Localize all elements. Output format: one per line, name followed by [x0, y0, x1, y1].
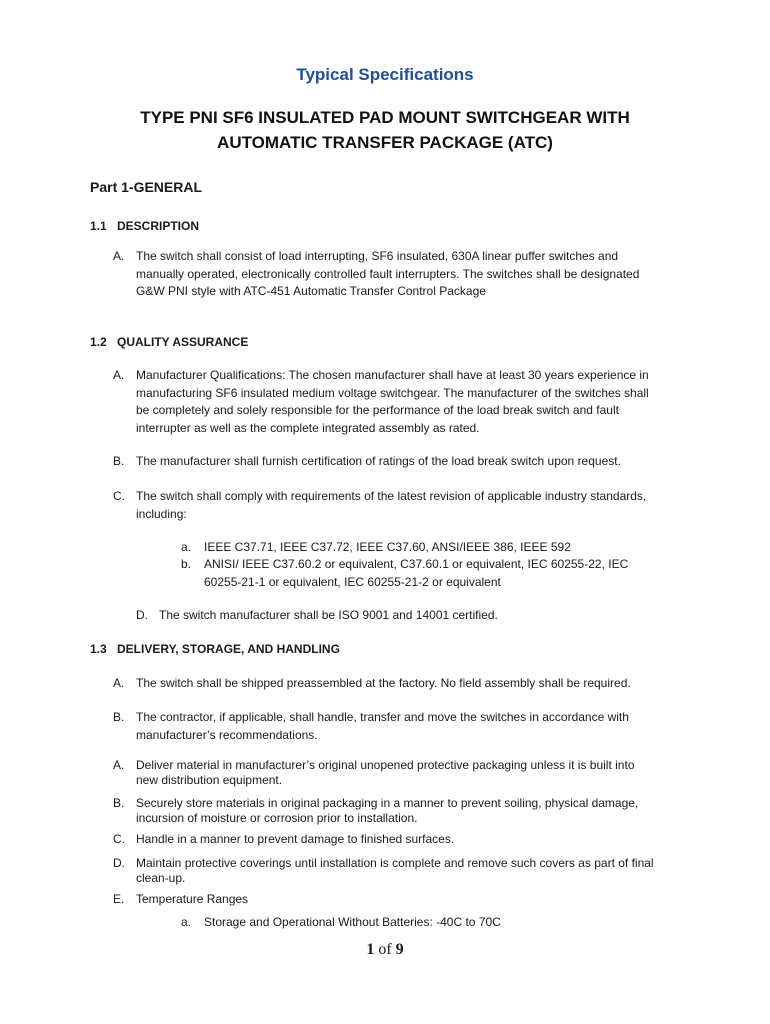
text-line: manually operated, electronically controlled fault interrupters. The switches shall be designated [136, 266, 640, 281]
item-text [136, 453, 696, 471]
item-text [136, 892, 696, 907]
item-label: C. [113, 832, 125, 846]
sub-item-label: a. [181, 915, 192, 929]
text-line: Temperature Ranges [136, 892, 249, 906]
text-line: manufacturer’s recommendations. [136, 727, 318, 742]
text-line: Deliver material in manufacturer’s original unopened protective packaging unless it is built into [136, 758, 635, 772]
text-line: incursion of moisture or corrosion prior to installation. [136, 810, 418, 825]
text-line: new distribution equipment. [136, 772, 283, 787]
section-number: 1.3 [90, 642, 107, 656]
item-text [136, 248, 696, 301]
section-number: 1.2 [90, 335, 107, 349]
item-label: A. [113, 368, 125, 382]
item-text [136, 488, 696, 523]
item-text [136, 675, 696, 693]
sub-item-text [204, 539, 674, 557]
text-line: Maintain protective coverings until installation is complete and remove such covers as part of final [136, 856, 654, 870]
doc-heading-line1: TYPE PNI SF6 INSULATED PAD MOUNT SWITCHGEAR WITH [140, 108, 630, 127]
text-line: The manufacturer shall furnish certification of ratings of the load break switch upon request. [136, 454, 621, 468]
text-line: manufacturing SF6 insulated medium voltage switchgear. The manufacturer of the switches shall [136, 385, 649, 400]
item-text [136, 796, 696, 825]
page-total: 9 [395, 941, 404, 958]
sub-item-text [204, 556, 674, 591]
item-label: A. [113, 758, 125, 772]
item-label: B. [113, 796, 125, 810]
item-text [136, 758, 696, 787]
item-label: E. [113, 892, 125, 906]
item-text [159, 607, 719, 625]
doc-title: Typical Specifications [296, 65, 474, 84]
part-heading: Part 1-GENERAL [90, 179, 203, 195]
section-1-3-heading [90, 642, 340, 656]
item-label: D. [136, 608, 148, 622]
text-line: IEEE C37.71, IEEE C37.72, IEEE C37.60, ANSI/IEEE 386, IEEE 592 [204, 540, 571, 554]
text-line: 60255-21-1 or equivalent, IEC 60255-21-2 or equivalent [204, 574, 501, 589]
section-1-1-heading [90, 219, 199, 233]
item-label: B. [113, 454, 125, 468]
text-line: G&W PNI style with ATC-451 Automatic Transfer Control Package [136, 284, 486, 298]
page-footer [0, 941, 770, 959]
text-line: Securely store materials in original packaging in a manner to prevent soiling, physical damage, [136, 796, 639, 810]
page-of: of [378, 941, 392, 958]
sub-item-label: a. [181, 540, 192, 554]
section-number: 1.1 [90, 219, 107, 233]
section-title: DESCRIPTION [117, 219, 200, 233]
text-line: The switch shall consist of load interrupting, SF6 insulated, 630A linear puffer switches and [136, 249, 619, 263]
text-line: Handle in a manner to prevent damage to finished surfaces. [136, 832, 455, 846]
text-line: The switch shall be shipped preassembled at the factory. No field assembly shall be required. [136, 676, 631, 690]
text-line: Storage and Operational Without Batteries: -40C to 70C [204, 915, 501, 929]
section-title: QUALITY ASSURANCE [117, 335, 249, 349]
text-line: clean-up. [136, 870, 186, 885]
text-line: be completely and solely responsible for the performance of the load break switch and fault [136, 403, 619, 417]
text-line: Manufacturer Qualifications: The chosen manufacturer shall have at least 30 years experience in [136, 368, 649, 382]
item-label: C. [113, 489, 125, 503]
item-text [136, 856, 696, 885]
text-line: The switch shall comply with requirements of the latest revision of applicable industry standards, [136, 489, 647, 503]
item-text [136, 367, 696, 437]
sub-item-text [204, 914, 674, 932]
text-line: The contractor, if applicable, shall handle, transfer and move the switches in accordance with [136, 710, 629, 724]
section-1-2-heading [90, 335, 248, 349]
text-line: including: [136, 506, 187, 521]
section-title: DELIVERY, STORAGE, AND HANDLING [117, 642, 340, 656]
text-line: ANISI/ IEEE C37.60.2 or equivalent, C37.60.1 or equivalent, IEC 60255-22, IEC [204, 557, 629, 571]
item-text [136, 709, 696, 744]
item-text [136, 832, 696, 847]
page-number: 1 [366, 941, 375, 958]
sub-item-label: b. [181, 557, 192, 571]
item-label: B. [113, 710, 125, 724]
item-label: A. [113, 249, 125, 263]
item-label: D. [113, 856, 125, 870]
doc-heading-line2: AUTOMATIC TRANSFER PACKAGE (ATC) [217, 133, 553, 152]
text-line: interrupter as well as the complete integrated assembly as rated. [136, 420, 480, 435]
text-line: The switch manufacturer shall be ISO 9001 and 14001 certified. [159, 608, 498, 622]
item-label: A. [113, 676, 125, 690]
